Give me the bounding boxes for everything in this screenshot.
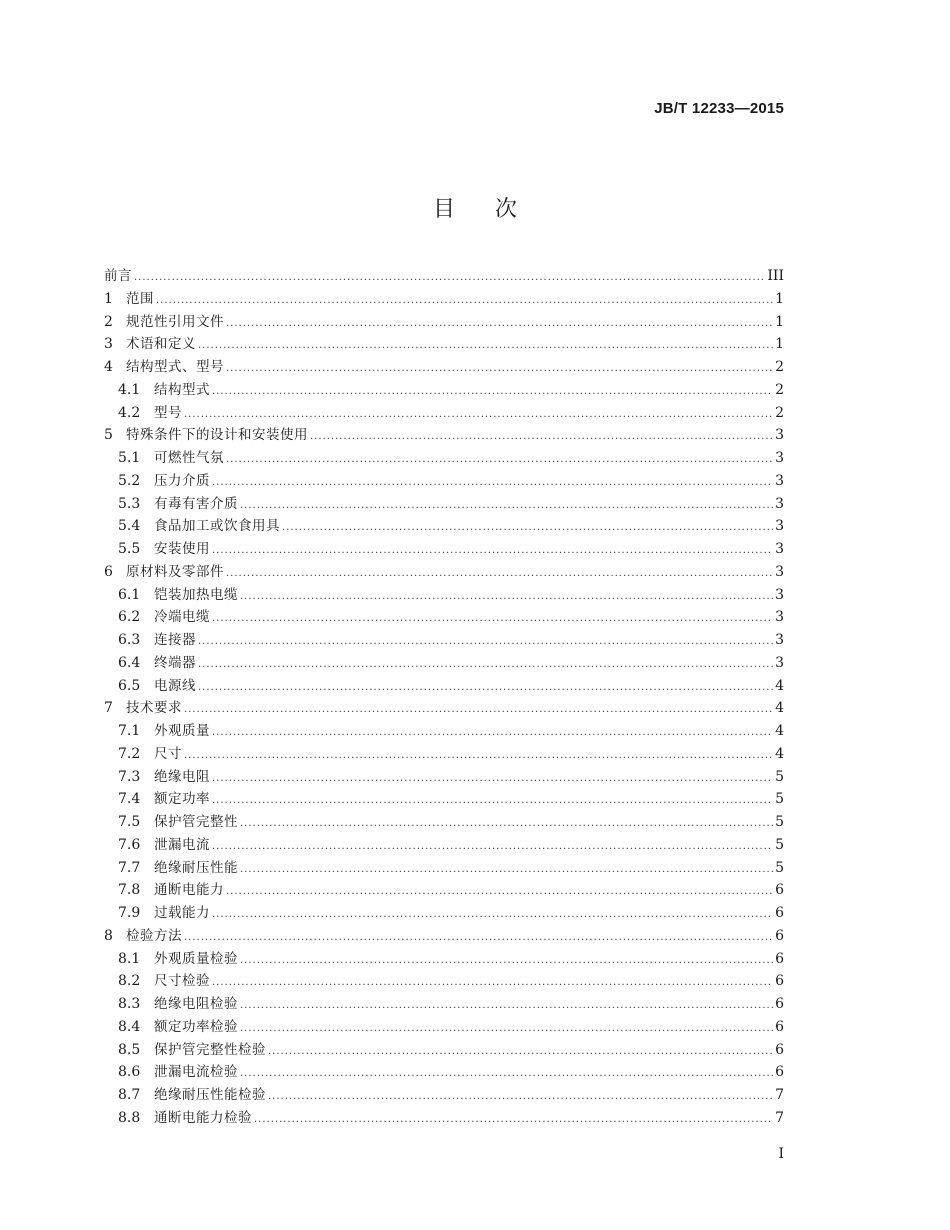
toc-entry-label: 终端器 (154, 654, 196, 671)
toc-entry-number: 6.4 (118, 654, 141, 671)
toc-dot-leader (268, 1041, 773, 1064)
toc-entry-label: 安装使用 (154, 541, 210, 557)
toc-entry[interactable] (104, 584, 784, 607)
toc-dot-leader (282, 517, 773, 540)
toc-entry[interactable] (104, 311, 784, 334)
toc-entry-label: 过载能力 (154, 905, 210, 921)
toc-entry-label: 型号 (154, 404, 182, 421)
toc-dot-leader (198, 654, 773, 677)
toc-dot-leader (240, 586, 773, 609)
toc-entry-label: 绝缘电阻 (154, 768, 210, 785)
toc-entry-page: 3 (775, 450, 784, 466)
toc-entry-page: 1 (775, 313, 784, 330)
toc-entry-label: 范围 (126, 290, 154, 307)
toc-entry-label: 额定功率 (154, 791, 210, 808)
toc-entry-number: 4 (104, 359, 113, 375)
toc-entry-number: 7.8 (118, 882, 141, 899)
toc-entry-page: 7 (775, 1087, 784, 1103)
toc-entry-label: 外观质量 (154, 723, 210, 739)
toc-entry-number: 5.5 (118, 541, 141, 557)
toc-dot-leader (240, 995, 773, 1018)
toc-dot-leader (212, 608, 773, 631)
toc-entry-page: 4 (775, 723, 784, 739)
toc-entry[interactable] (104, 402, 784, 425)
toc-entry-page: 6 (775, 973, 784, 990)
toc-entry-label: 结构型式、型号 (126, 359, 224, 375)
toc-dot-leader (134, 267, 765, 290)
toc-entry-label: 食品加工或饮食用具 (154, 518, 280, 535)
toc-entry-page: 3 (775, 541, 784, 557)
toc-entry-label: 结构型式 (154, 381, 210, 398)
toc-entry[interactable] (104, 1084, 784, 1107)
toc-entry-page: 1 (775, 290, 784, 307)
toc-entry-page: 3 (775, 563, 784, 580)
toc-entry-number: 8.6 (118, 1064, 141, 1081)
toc-entry[interactable] (104, 743, 784, 766)
toc-entry-number: 5 (104, 427, 113, 444)
toc-dot-leader (226, 449, 773, 472)
toc-dot-leader (212, 768, 773, 791)
toc-dot-leader (240, 495, 773, 518)
toc-entry-number: 5.1 (118, 450, 141, 466)
toc-dot-leader (198, 335, 773, 358)
toc-entry-number: 6.2 (118, 609, 141, 626)
toc-entry-label: 外观质量检验 (154, 950, 238, 967)
toc-entry-number: 5.3 (118, 495, 141, 512)
toc-entry-page: 6 (775, 1041, 784, 1058)
toc-dot-leader (212, 836, 773, 859)
toc-entry-page: 5 (775, 791, 784, 808)
toc-dot-leader (212, 540, 773, 563)
toc-entry-page: III (767, 268, 784, 284)
toc-entry-number: 7.3 (118, 768, 141, 785)
toc-dot-leader (226, 881, 773, 904)
toc-entry-number: 8.8 (118, 1109, 141, 1126)
toc-entry[interactable] (104, 424, 784, 447)
toc-entry-label: 泄漏电流检验 (154, 1064, 238, 1081)
toc-entry-page: 5 (775, 814, 784, 830)
toc-entry[interactable] (104, 515, 784, 538)
toc-entry-page: 3 (775, 472, 784, 489)
toc-entry-number: 2 (104, 313, 113, 330)
toc-dot-leader (226, 358, 773, 381)
toc-entry-page: 3 (775, 495, 784, 512)
toc-entry-number: 4.1 (118, 381, 141, 398)
toc-entry-label: 规范性引用文件 (126, 313, 224, 330)
toc-dot-leader (310, 426, 773, 449)
toc-entry-label: 检验方法 (126, 927, 182, 944)
toc-dot-leader (268, 1086, 773, 1109)
toc-entry[interactable] (104, 925, 784, 948)
toc-entry[interactable] (104, 447, 784, 470)
toc-entry-number: 7.7 (118, 859, 141, 876)
toc-entry-number: 6.5 (118, 677, 141, 694)
toc-entry[interactable] (104, 538, 784, 561)
toc-entry-number: 3 (104, 336, 113, 353)
toc-entry-label: 通断电能力 (154, 882, 224, 899)
toc-entry-number: 7.6 (118, 836, 141, 853)
toc-entry-label: 绝缘电阻检验 (154, 996, 238, 1012)
toc-entry[interactable] (104, 333, 784, 356)
toc-entry-page: 6 (775, 996, 784, 1012)
toc-dot-leader (184, 927, 773, 950)
toc-entry-number: 7.2 (118, 745, 141, 762)
toc-dot-leader (212, 904, 773, 927)
toc-entry[interactable] (104, 879, 784, 902)
toc-entry-number: 7.5 (118, 814, 141, 830)
toc-entry[interactable] (104, 606, 784, 629)
toc-entry-page: 4 (775, 677, 784, 694)
toc-entry[interactable] (104, 1016, 784, 1039)
toc-entry[interactable] (104, 993, 784, 1016)
toc-dot-leader (198, 677, 773, 700)
toc-entry-page: 6 (775, 882, 784, 899)
toc-entry[interactable] (104, 811, 784, 834)
toc-entry[interactable] (104, 265, 784, 288)
toc-dot-leader (184, 699, 773, 722)
toc-dot-leader (240, 813, 773, 836)
toc-entry-page: 2 (775, 381, 784, 398)
toc-entry-label: 铠装加热电缆 (154, 586, 238, 603)
page-number: I (778, 1146, 784, 1162)
toc-entry[interactable] (104, 288, 784, 311)
toc-entry-number: 7.4 (118, 791, 141, 808)
toc-entry[interactable] (104, 675, 784, 698)
toc-dot-leader (240, 1063, 773, 1086)
toc-dot-leader (226, 313, 773, 336)
toc-entry[interactable] (104, 720, 784, 743)
toc-entry-label: 可燃性气氛 (154, 450, 224, 466)
toc-entry-label: 泄漏电流 (154, 836, 210, 853)
toc-entry-label: 特殊条件下的设计和安装使用 (126, 427, 308, 444)
toc-entry-page: 2 (775, 359, 784, 375)
standard-number: JB/T 12233—2015 (654, 100, 784, 117)
toc-entry-number: 6 (104, 563, 113, 580)
toc-entry-number: 8.5 (118, 1041, 141, 1058)
toc-entry-label: 尺寸检验 (154, 973, 210, 990)
toc-entry[interactable] (104, 629, 784, 652)
toc-entry-page: 6 (775, 905, 784, 921)
toc-entry-label: 电源线 (154, 677, 196, 694)
toc-entry-number: 8 (104, 927, 113, 944)
toc-entry-page: 2 (775, 404, 784, 421)
toc-dot-leader (212, 381, 773, 404)
toc-dot-leader (212, 722, 773, 745)
page-title: 目次 (432, 197, 557, 222)
toc-entry-label: 前言 (104, 268, 132, 284)
toc-entry-number: 8.1 (118, 950, 141, 967)
toc-entry-number: 4.2 (118, 404, 141, 421)
toc-entry-label: 冷端电缆 (154, 609, 210, 626)
toc-entry-label: 连接器 (154, 632, 196, 648)
toc-entry-label: 技术要求 (126, 700, 182, 717)
toc-entry-page: 4 (775, 700, 784, 717)
toc-entry[interactable] (104, 561, 784, 584)
toc-entry-page: 3 (775, 654, 784, 671)
toc-entry-page: 6 (775, 1018, 784, 1035)
toc-entry[interactable] (104, 1039, 784, 1062)
toc-entry-label: 尺寸 (154, 745, 182, 762)
toc-dot-leader (212, 472, 773, 495)
toc-entry-label: 绝缘耐压性能检验 (154, 1087, 266, 1103)
toc-entry-number: 7.1 (118, 723, 141, 739)
toc-entry[interactable] (104, 652, 784, 675)
toc-entry[interactable] (104, 1107, 784, 1130)
toc-entry[interactable] (104, 1061, 784, 1084)
toc-entry-number: 8.2 (118, 973, 141, 990)
toc-entry-number: 6.1 (118, 586, 141, 603)
toc-entry-label: 保护管完整性 (154, 814, 238, 830)
toc-entry-page: 5 (775, 768, 784, 785)
toc-entry-label: 通断电能力检验 (154, 1109, 252, 1126)
toc-entry-page: 3 (775, 427, 784, 444)
toc-entry-page: 1 (775, 336, 784, 353)
toc-entry-page: 3 (775, 609, 784, 626)
toc-entry-page: 3 (775, 632, 784, 648)
toc-entry-label: 原材料及零部件 (126, 563, 224, 580)
toc-entry[interactable] (104, 356, 784, 379)
toc-entry[interactable] (104, 493, 784, 516)
toc-entry[interactable] (104, 857, 784, 880)
toc-entry-number: 8.4 (118, 1018, 141, 1035)
toc-entry[interactable] (104, 788, 784, 811)
toc-entry-number: 8.3 (118, 996, 141, 1012)
toc-entry-number: 1 (104, 290, 113, 307)
toc-entry[interactable] (104, 470, 784, 493)
toc-entry-page: 6 (775, 927, 784, 944)
toc-entry-page: 3 (775, 518, 784, 535)
toc-entry[interactable] (104, 902, 784, 925)
table-of-contents (104, 265, 784, 1130)
toc-entry-label: 保护管完整性检验 (154, 1041, 266, 1058)
toc-entry-number: 7.9 (118, 905, 141, 921)
toc-entry-label: 额定功率检验 (154, 1018, 238, 1035)
toc-dot-leader (212, 972, 773, 995)
toc-entry-number: 7 (104, 700, 113, 717)
toc-entry[interactable] (104, 697, 784, 720)
toc-entry-label: 术语和定义 (126, 336, 196, 353)
toc-entry[interactable] (104, 766, 784, 789)
toc-entry-page: 3 (775, 586, 784, 603)
toc-dot-leader (156, 290, 773, 313)
toc-entry[interactable] (104, 379, 784, 402)
toc-dot-leader (198, 631, 773, 654)
toc-entry-page: 7 (775, 1109, 784, 1126)
toc-dot-leader (184, 404, 773, 427)
toc-dot-leader (212, 790, 773, 813)
toc-dot-leader (240, 859, 773, 882)
toc-entry-page: 6 (775, 1064, 784, 1081)
toc-entry-page: 5 (775, 859, 784, 876)
toc-entry-number: 6.3 (118, 632, 141, 648)
toc-entry-number: 5.2 (118, 472, 141, 489)
toc-dot-leader (184, 745, 773, 768)
toc-entry-page: 5 (775, 836, 784, 853)
toc-entry-number: 5.4 (118, 518, 141, 535)
toc-entry-label: 压力介质 (154, 472, 210, 489)
toc-entry[interactable] (104, 834, 784, 857)
toc-entry-label: 绝缘耐压性能 (154, 859, 238, 876)
toc-entry-page: 4 (775, 745, 784, 762)
toc-entry-page: 6 (775, 950, 784, 967)
toc-dot-leader (240, 1018, 773, 1041)
toc-entry[interactable] (104, 970, 784, 993)
toc-entry[interactable] (104, 948, 784, 971)
toc-dot-leader (226, 563, 773, 586)
toc-entry-number: 8.7 (118, 1087, 141, 1103)
toc-dot-leader (254, 1109, 773, 1132)
toc-entry-label: 有毒有害介质 (154, 495, 238, 512)
toc-dot-leader (240, 950, 773, 973)
